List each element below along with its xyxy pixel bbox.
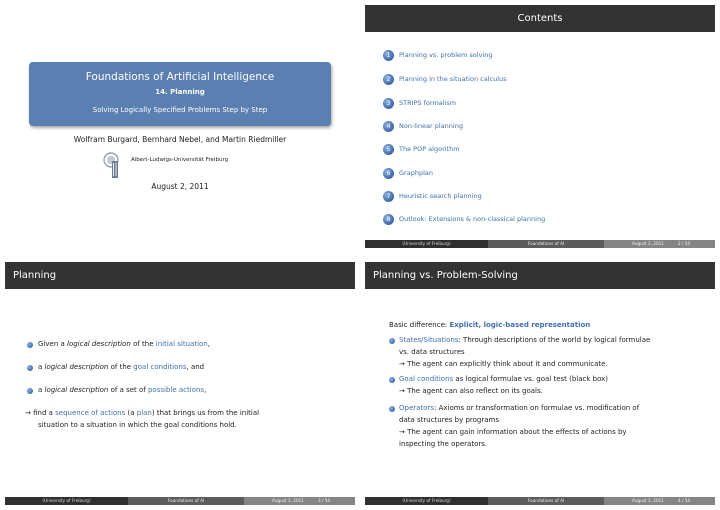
- slide-header: [5, 262, 355, 289]
- title-box: [29, 62, 331, 126]
- footer-institution: (University of Freiburg): [365, 240, 488, 248]
- bullet-text-line: → The agent can also reflect on its goals.: [399, 387, 543, 395]
- toc-number-badge: 8: [383, 214, 394, 225]
- bullet-icon: [27, 388, 33, 394]
- footer-page-number: 3 / 54: [317, 498, 331, 503]
- footer-institution: (University of Freiburg): [365, 497, 488, 505]
- footer-institution: (University of Freiburg): [5, 497, 128, 505]
- footer-course: Foundations of AI: [488, 497, 604, 505]
- presentation-subtitle: Solving Logically Specified Problems Step by Step: [92, 106, 268, 114]
- bullet-text: Given a logical description of the initial situation,: [38, 340, 210, 348]
- slide-footer: [365, 497, 715, 505]
- conclusion-text: → find a sequence of actions (a plan) that brings us from the initial: [25, 409, 260, 417]
- toc-label: Graphplan: [399, 169, 433, 177]
- presentation-title: Foundations of Artificial Intelligence: [85, 71, 275, 83]
- bullet-text: a logical description of a set of possible actions,: [38, 386, 207, 394]
- footer-page-number: 2 / 54: [677, 241, 691, 246]
- planning-slide: [5, 262, 355, 505]
- bullet-icon: [389, 377, 395, 383]
- authors: Wolfram Burgard, Bernhard Nebel, and Martin Riedmiller: [73, 135, 287, 144]
- toc-number-badge: 1: [383, 50, 394, 61]
- slide-header: [365, 5, 715, 32]
- bullet-text: Goal conditions as logical formulae vs. goal test (black box): [399, 375, 609, 383]
- toc-number-badge: 7: [383, 191, 394, 202]
- university-seal-icon: [101, 151, 121, 179]
- toc-number-badge: 5: [383, 144, 394, 155]
- toc-label: Planning in the situation calculus: [399, 75, 507, 83]
- toc-label: Heuristic search planning: [399, 192, 482, 200]
- institute-name: Albert-Ludwigs-Universität Freiburg: [131, 157, 229, 163]
- toc-label: STRIPS formalism: [399, 99, 457, 107]
- footer-date: August 2, 2011: [272, 498, 304, 503]
- bullet-icon: [27, 365, 33, 371]
- toc-number-badge: 3: [383, 98, 394, 109]
- footer-date-page: [244, 497, 355, 505]
- footer-date: August 2, 2011: [632, 498, 664, 503]
- footer-course: Foundations of AI: [128, 497, 244, 505]
- toc-number-badge: 2: [383, 74, 394, 85]
- intro-text: Basic difference: Explicit, logic-based representation: [389, 321, 591, 329]
- toc-number-badge: 6: [383, 168, 394, 179]
- slide-footer: [5, 497, 355, 505]
- toc-number-badge: 4: [383, 121, 394, 132]
- bullet-text-line: → The agent can gain information about the effects of actions by: [399, 428, 627, 436]
- toc-label: Outlook: Extensions & non-classical planning: [399, 215, 546, 223]
- slide-heading: Planning: [13, 270, 57, 281]
- bullet-icon: [27, 342, 33, 348]
- slide-footer: [365, 240, 715, 248]
- bullet-icon: [389, 338, 395, 344]
- bullet-text-line: vs. data structures: [399, 348, 465, 356]
- footer-date: August 2, 2011: [632, 241, 664, 246]
- title-slide: [5, 5, 355, 248]
- footer-date-page: [604, 497, 715, 505]
- bullet-text: a logical description of the goal conditions, and: [38, 363, 205, 371]
- slide-heading: Planning vs. Problem-Solving: [373, 270, 518, 281]
- toc-label: Planning vs. problem solving: [399, 51, 493, 59]
- contents-slide: [365, 5, 715, 248]
- bullet-text: States/Situations: Through descriptions of the world by logical formulae: [399, 336, 651, 344]
- toc-label: Non-linear planning: [399, 122, 463, 130]
- footer-course: Foundations of AI: [488, 240, 604, 248]
- slide-header: [365, 262, 715, 289]
- chapter-title: 14. Planning: [155, 88, 205, 96]
- planning-vs-problem-solving-slide: [365, 262, 715, 505]
- slide-heading: Contents: [517, 13, 563, 24]
- bullet-text-line: data structures by programs: [399, 416, 499, 424]
- footer-page-number: 4 / 54: [677, 498, 691, 503]
- toc-label: The POP algorithm: [399, 145, 460, 153]
- bullet-text-line: inspecting the operators.: [399, 440, 488, 448]
- bullet-text-line: → The agent can explicitly think about it and communicate.: [399, 360, 608, 368]
- conclusion-text-line2: situation to a situation in which the goal conditions hold.: [38, 421, 237, 429]
- bullet-icon: [389, 406, 395, 412]
- bullet-text: Operators: Axioms or transformation on formulae vs. modification of: [399, 404, 640, 412]
- footer-date-page: [604, 240, 715, 248]
- presentation-date: August 2, 2011: [151, 182, 209, 191]
